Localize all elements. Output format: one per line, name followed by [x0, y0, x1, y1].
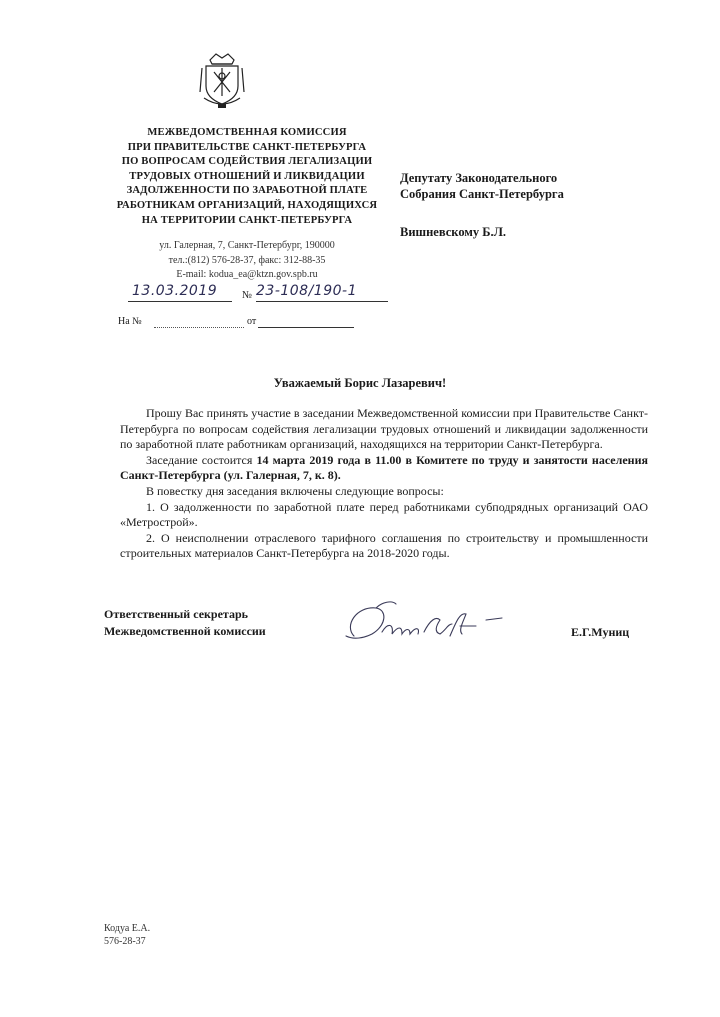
organization-title: [104, 126, 390, 228]
letter-body: [120, 406, 648, 562]
phone-fax: тел.:(812) 576-28-37, факс: 312-88-35: [168, 254, 326, 266]
salutation: Уважаемый Борис Лазаревич!: [273, 376, 447, 390]
registration-date: 13.03.2019: [132, 283, 218, 299]
signatory-title-line: Межведомственной комиссии: [104, 623, 266, 638]
agenda-item-2: 2. О неисполнении отраслевого тарифного соглашения по строительству и промышленности строительных материалов Санкт-Петербурга на 2018-2020 годы.: [120, 530, 648, 561]
registration-stamp: [128, 285, 390, 307]
executor-info: [104, 922, 150, 948]
meeting-date-place: 14 марта 2019 года в 11.00 в Комитете по труду и занятости населения Санкт-Петербурга (ул. Галерная, 7, к. 8).: [120, 452, 648, 483]
handwritten-signature: [336, 596, 526, 652]
meeting-intro: Заседание состоится: [146, 452, 257, 467]
signatory-name: Е.Г.Муниц: [571, 625, 630, 639]
organization-title-line: ТРУДОВЫХ ОТНОШЕНИЙ И ЛИКВИДАЦИИ: [129, 170, 365, 182]
recipient-block: [400, 171, 650, 241]
registration-number: 23-108/190-1: [256, 283, 357, 299]
reply-reference: [118, 314, 390, 330]
paragraph-invitation: Прошу Вас принять участие в заседании Межведомственной комиссии при Правительстве Санкт-Петербурга по вопросам содействия легализации трудовых отношений и ликвидации задолженности по заработной плате работникам организаций, находящихся на территории Санкт-Петербурга.: [120, 406, 648, 452]
recipient-position: Депутату Законодательного: [400, 171, 558, 185]
signatory-title-line: Ответственный секретарь: [104, 607, 248, 621]
organization-contacts: [104, 239, 390, 283]
signatory-title: [104, 606, 266, 639]
organization-title-line: РАБОТНИКАМ ОРГАНИЗАЦИЙ, НАХОДЯЩИХСЯ: [116, 199, 378, 211]
email: E-mail: kodua_ea@ktzn.gov.spb.ru: [176, 269, 318, 280]
organization-title-line: ПО ВОПРОСАМ СОДЕЙСТВИЯ ЛЕГАЛИЗАЦИИ: [121, 156, 373, 168]
agenda-item-1: 1. О задолженности по заработной плате перед работниками субподрядных организаций ОАО «Метрострой».: [120, 499, 648, 530]
organization-header: [104, 126, 390, 228]
organization-title-line: НА ТЕРРИТОРИИ САНКТ-ПЕТЕРБУРГА: [141, 214, 353, 226]
organization-title-line: ПРИ ПРАВИТЕЛЬСТВЕ САНКТ-ПЕТЕРБУРГА: [127, 141, 367, 153]
executor-phone: 576-28-37: [104, 936, 146, 947]
registration-number-label: №: [242, 290, 253, 301]
organization-title-line: МЕЖВЕДОМСТВЕННАЯ КОМИССИЯ: [147, 127, 347, 138]
address: ул. Галерная, 7, Санкт-Петербург, 190000: [159, 240, 335, 251]
recipient-name: Вишневскому Б.Л.: [400, 225, 507, 239]
reply-date-label: от: [247, 316, 257, 327]
paragraph-meeting-details: [120, 453, 648, 484]
reply-number-line: [154, 327, 244, 328]
reply-number-label: На №: [118, 316, 142, 327]
reply-date-line: [258, 327, 354, 328]
executor-name: Кодуа Е.А.: [104, 923, 151, 934]
paragraph-agenda-intro: В повестку дня заседания включены следующие вопросы:: [146, 483, 444, 498]
coat-of-arms-emblem: [196, 52, 248, 112]
recipient-organization: Собрания Санкт-Петербурга: [400, 186, 564, 201]
organization-title-line: ЗАДОЛЖЕННОСТИ ПО ЗАРАБОТНОЙ ПЛАТЕ: [126, 185, 368, 197]
